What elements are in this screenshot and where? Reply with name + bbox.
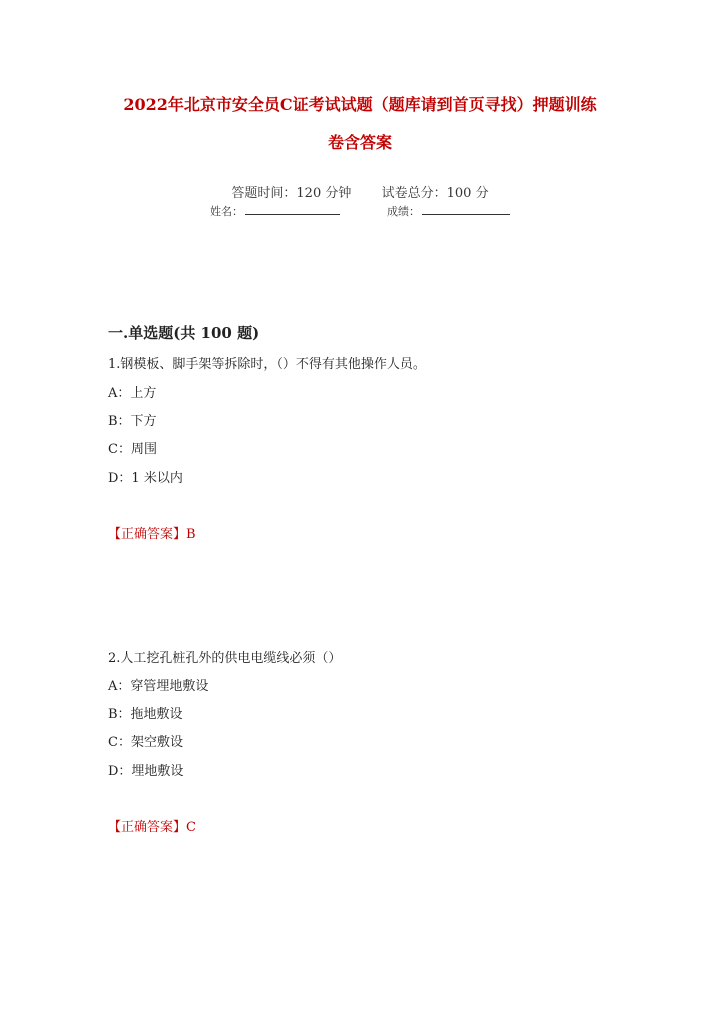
question-1-option-a: A：上方: [108, 386, 157, 401]
question-1-text: 1.钢模板、脚手架等拆除时，（）不得有其他操作人员。: [108, 357, 426, 372]
exam-info-row: [0, 182, 720, 201]
exam-fill-row: [0, 203, 720, 219]
document-title-line-1: 2022年北京市安全员C证考试试题（题库请到首页寻找）押题训练: [123, 95, 597, 114]
exam-time-label: 答题时间：120 分钟: [231, 186, 352, 201]
question-2-option-d: D：埋地敷设: [108, 764, 184, 779]
question-2-answer: 【正确答案】C: [108, 820, 196, 835]
question-2-option-a: A：穿管埋地敷设: [108, 679, 209, 694]
question-2-option-b: B：拖地敷设: [108, 707, 183, 722]
name-blank-line: [245, 204, 340, 215]
document-title-line-2: 卷含答案: [327, 133, 392, 152]
question-1-option-c: C：周围: [108, 442, 157, 457]
question-2-text: 2.人工挖孔桩孔外的供电电缆线必须（）: [108, 651, 342, 666]
question-1-option-d: D：1 米以内: [108, 471, 183, 486]
question-1-answer: 【正确答案】B: [108, 527, 196, 542]
question-2-option-c: C：架空敷设: [108, 735, 183, 750]
grade-blank-line: [422, 204, 510, 215]
section-heading: 一.单选题(共 100 题): [108, 324, 260, 342]
question-1-option-b: B：下方: [108, 414, 157, 429]
grade-label: 成绩：: [387, 205, 420, 218]
name-label: 姓名：: [210, 205, 243, 218]
exam-total-score-label: 试卷总分：100 分: [381, 186, 489, 201]
